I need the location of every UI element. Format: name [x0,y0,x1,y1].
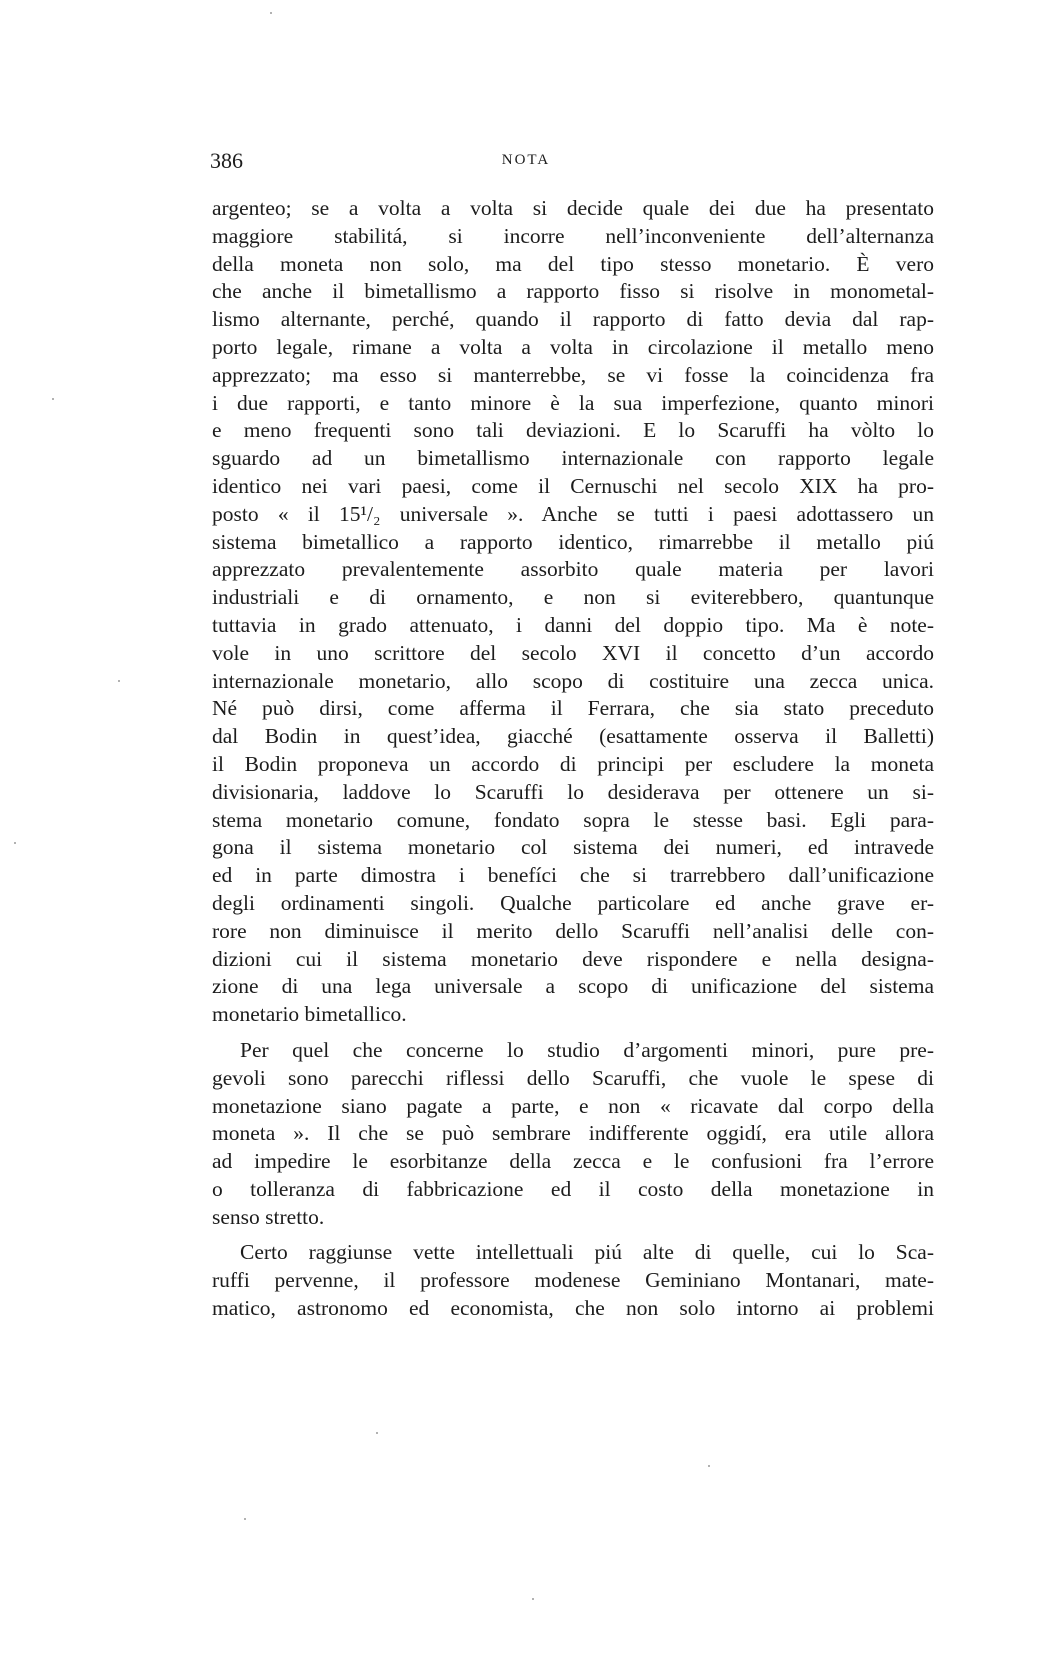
text-line: della moneta non solo, ma del tipo stesso monetario. È vero [212,251,934,276]
text-line: senso stretto. [212,1204,325,1229]
text-line: e meno frequenti sono tali deviazioni. E lo Scaruffi ha vòlto lo [212,418,934,443]
text-line: sguardo ad un bimetallismo internazionale con rapporto legale [212,446,934,471]
text-line: tuttavia in grado attenuato, i danni del doppio tipo. Ma è note- [212,612,934,637]
text-line: dal Bodin in quest’idea, giacché (esattamente osserva il Balletti) [212,724,934,749]
text-line: moneta ». Il che se può sembrare indifferente oggidí, era utile allora [212,1121,934,1146]
scan-speck [708,1465,710,1467]
text-line: apprezzato prevalentemente assorbito quale materia per lavori [212,557,934,582]
text-line: zione di una lega universale a scopo di unificazione del sistema [212,974,934,999]
text-line: apprezzato; ma esso si manterrebbe, se vi fosse la coincidenza fra [212,362,934,387]
text-line: matico, astronomo ed economista, che non solo intorno ai problemi [212,1296,934,1321]
text-line: il Bodin proponeva un accordo di principi per escludere la moneta [212,751,934,776]
scan-speck [244,1518,246,1520]
paragraph-gap [212,1231,934,1239]
scan-speck [376,1432,378,1434]
page-number: 386 [210,148,243,173]
paragraph-gap [212,1029,934,1037]
paragraph-3 [212,1239,934,1322]
text-line: che anche il bimetallismo a rapporto fisso si risolve in monometal- [212,279,934,304]
text-line: ruffi pervenne, il professore modenese Geminiano Montanari, mate- [212,1268,934,1293]
text-line: sistema bimetallico a rapporto identico, rimarrebbe il metallo piú [212,529,934,554]
text-line: vole in uno scrittore del secolo XVI il concetto d’un accordo [212,640,934,665]
text-line: monetario bimetallico. [212,1002,407,1027]
text-line: gona il sistema monetario col sistema dei numeri, ed intravede [212,835,934,860]
scan-speck [532,1598,534,1600]
body-text [212,195,934,1323]
text-line: internazionale monetario, allo scopo di costituire una zecca unica. [212,668,934,693]
text-line: Né può dirsi, come afferma il Ferrara, che sia stato preceduto [212,696,934,721]
scan-speck [118,680,120,682]
text-line: rore non diminuisce il merito dello Scaruffi nell’analisi delle con- [212,918,934,943]
text-line: posto « il 15¹/₂ universale ». Anche se tutti i paesi adottassero un [212,501,934,526]
scan-speck [52,398,54,400]
text-line: industriali e di ornamento, e non si eviterebbero, quantunque [212,585,934,610]
scan-speck [270,12,272,14]
text-line: Per quel che concerne lo studio d’argomenti minori, pure pre- [240,1037,934,1062]
text-line: divisionaria, laddove lo Scaruffi lo desiderava per ottenere un si- [212,779,934,804]
text-line: monetazione siano pagate a parte, e non « ricavate dal corpo della [212,1093,934,1118]
text-line: ad impedire le esorbitanze della zecca e le confusioni fra l’errore [212,1149,934,1174]
paragraph-2 [212,1037,934,1232]
text-line: maggiore stabilitá, si incorre nell’inconveniente dell’alternanza [212,223,934,248]
text-line: degli ordinamenti singoli. Qualche particolare ed anche grave er- [212,890,934,915]
text-line: argenteo; se a volta a volta si decide quale dei due ha presentato [212,196,934,220]
text-line: porto legale, rimane a volta a volta in circolazione il metallo meno [212,334,934,359]
text-line: stema monetario comune, fondato sopra le stesse basi. Egli para- [212,807,934,832]
text-line: identico nei vari paesi, come il Cernuschi nel secolo XIX ha pro- [212,473,934,498]
text-line: lismo alternante, perché, quando il rapporto di fatto devia dal rap- [212,307,934,332]
text-line: ed in parte dimostra i benefíci che si trarrebbero dall’unificazione [212,863,934,888]
text-line: o tolleranza di fabbricazione ed il costo della monetazione in [212,1176,934,1201]
text-line: i due rapporti, e tanto minore è la sua imperfezione, quanto minori [212,390,934,415]
text-line: dizioni cui il sistema monetario deve rispondere e nella designa- [212,946,934,971]
text-line: Certo raggiunse vette intellettuali piú alte di quelle, cui lo Sca- [240,1240,934,1265]
paragraph-1 [212,195,934,1029]
scan-speck [14,842,16,844]
running-head: NOTA [501,152,551,168]
text-line: gevoli sono parecchi riflessi dello Scaruffi, che vuole le spese di [212,1065,934,1090]
